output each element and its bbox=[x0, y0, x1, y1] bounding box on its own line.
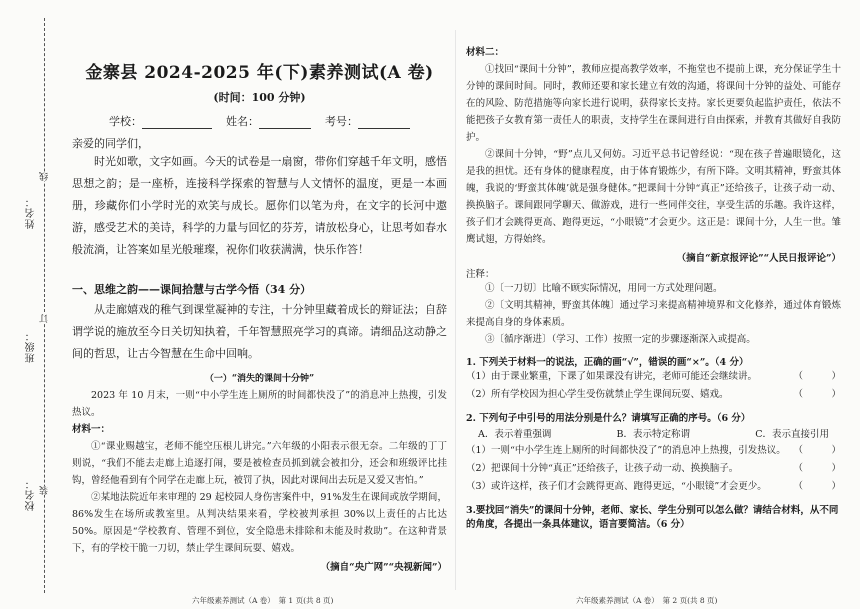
question-2-item-3 bbox=[466, 478, 841, 496]
material1-para2: ②某地法院近年来审理的 29 起校园人身伤害案件中，91%发生在课间或放学期间，86%发生在场所或教室里。从判决结果来看，学校被判承担 30%以上责任的占比达 50%。原因是“学校教育、管理不到位，安全隐患未排除和未能及时救助”。在这种背景下，有的学校干脆一刀切，禁止学生课间玩耍、嬉戏。 bbox=[72, 492, 447, 554]
binding-mark-ding: 订 bbox=[40, 314, 50, 323]
question-1: 1. 下列关于材料一的说法，正确的画“√”，错误的画“×”。（4 分） bbox=[466, 357, 749, 368]
question-2: 2. 下列句子中引号的用法分别是什么？请填写正确的序号。（6 分） bbox=[466, 413, 751, 424]
section-intro: 从走廊嬉戏的稚气到课堂凝神的专注，十分钟里藏着成长的辩证法；自辞谓学说的施放至今日关切知执着，千年智慧照亮学习的真谛。请细品这动静之间的哲思，让古今智慧在生命中回响。 bbox=[72, 303, 447, 360]
choice-b: B．表示特定称谓 bbox=[616, 429, 691, 440]
binding-mark-zhuang: 装 bbox=[40, 486, 50, 495]
binding-margin bbox=[0, 0, 58, 609]
question-2-choices bbox=[466, 424, 841, 442]
note-3: ③〔循序渐进〕（学习、工作）按照一定的步骤逐渐深入或提高。 bbox=[485, 334, 756, 345]
school-label: 学校： bbox=[109, 115, 142, 128]
school-blank[interactable] bbox=[142, 117, 212, 129]
school-field[interactable] bbox=[109, 113, 212, 129]
question-3: 3.要找回“消失”的课间十分钟，老师、家长、学生分别可以怎么做？请结合材料，从不同的角度，各提出一条具体建议，语言要简洁。（6 分） bbox=[466, 505, 839, 530]
notes-label: 注释： bbox=[466, 269, 495, 280]
question-2-item-2 bbox=[466, 460, 841, 478]
answer-box[interactable]: （ ） bbox=[793, 481, 841, 492]
intro-paragraph: 时光如歌，文字如画。今天的试卷是一扇窗，带你们穿越千年文明，感悟思想之韵；是一座桥，连接科学探索的智慧与人文情怀的温度，更是一本画册，珍藏你们小学时光的欢笑与成长。愿你们以笔为舟，在文字的长河中遨游，感受艺术的美诗，科学的力量与回忆的芬芳，请放松身心，让思考如春水般流淌，让答案如星光般璀璨，祝你们收获满满，快乐作答！ bbox=[72, 155, 447, 256]
question-1-item-2 bbox=[466, 386, 841, 404]
school-margin-label: 校名： bbox=[26, 478, 37, 511]
exam-time: (时间：100 分钟) bbox=[213, 91, 306, 104]
binding-mark-line: 线 bbox=[40, 172, 50, 181]
material1-para1: ①“课业赐越宝，老师不能空压根儿讲完。”六年级的小阳表示很无奈。二年级的丁丁则说，“我们不能去走廊上追逐打闹，要是被检查员抓到就会被扣分，还会和班级评比挂钩，曾经他看到有个同学在走廊上玩，被罚了执，因此对课间出去玩是又爱又害怕。” bbox=[72, 441, 447, 486]
id-blank[interactable] bbox=[358, 117, 410, 129]
answer-box[interactable]: （ ） bbox=[793, 389, 841, 400]
student-info-row bbox=[72, 113, 447, 129]
material2-source: （摘自“新京报评论”“人民日报评论”） bbox=[676, 253, 841, 264]
answer-box[interactable]: （ ） bbox=[793, 371, 841, 382]
name-label: 姓名： bbox=[226, 115, 259, 128]
page-divider bbox=[455, 30, 456, 590]
exam-title: 金寨县 2024-2025 年(下)素养测试(A 卷) bbox=[85, 63, 434, 83]
class-margin-label: 班级： bbox=[26, 330, 37, 363]
name-blank[interactable] bbox=[259, 117, 311, 129]
note-2: ②〔文明其精神，野蛮其体魄〕通过学习来提高精神境界和文化修养，通过体育锻炼来提高自身的身体素质。 bbox=[466, 300, 841, 328]
question-1-item-1 bbox=[466, 368, 841, 386]
material1-label: 材料一： bbox=[72, 424, 111, 435]
question-2-item-1-text: （1）一则“中小学生连上厕所的时间都快没了”的消息冲上热搜，引发热议。 bbox=[466, 445, 786, 456]
section-heading: 一、思维之韵——课间拾慧与古学今悟（34 分） bbox=[72, 283, 312, 296]
greeting: 亲爱的同学们， bbox=[72, 137, 149, 150]
question-1-item-2-text: （2）所有学校因为担心学生受伤就禁止学生课间玩耍、嬉戏。 bbox=[466, 389, 729, 400]
right-column bbox=[466, 40, 841, 605]
question-1-item-1-text: （1）由于课业繁重，下课了如果课没有讲完，老师可能还会继续讲。 bbox=[466, 371, 758, 382]
news-line: 2023 年 10 月末，一则“中小学生连上厕所的时间都快没了”的消息冲上热搜，引发热议。 bbox=[72, 390, 447, 418]
binding-cut-line bbox=[44, 18, 45, 593]
id-label: 考号： bbox=[325, 115, 358, 128]
answer-box[interactable]: （ ） bbox=[793, 445, 841, 456]
page-footer-left: 六年级素养测试（A 卷） 第 1 页(共 8 页) bbox=[192, 596, 334, 605]
left-column bbox=[72, 40, 447, 605]
page-footer-right: 六年级素养测试（A 卷） 第 2 页(共 8 页) bbox=[576, 596, 718, 605]
material1-source: （摘自“央广网”“央视新闻”） bbox=[320, 562, 447, 573]
part-title: （一）“消失的课间十分钟” bbox=[204, 374, 315, 384]
material2-para2: ②课间十分钟，“野”点儿又何妨。习近平总书记曾经说：“现在孩子普遍眼镜化，这是我的担忧。还有身体的健康程度，由于体育锻炼少，有所下降。文明其精神，野蛮其体魄，我说的‘野蛮其体魄’就是强身健体。”把课间十分钟“真正”还给孩子，让孩子动一动、换换脑子。课间跟同学聊天、做游戏，进行一些同伴交往，享受生活的乐趣。我许这样，孩子们才会跳得更高、跑得更远，“小眼镜”才会更少。这正是：课间十分，人生一世。雏鹰试翅，方得始终。 bbox=[466, 149, 841, 245]
question-2-item-2-text: （2）把课间十分钟“真正”还给孩子，让孩子动一动、换换脑子。 bbox=[466, 463, 739, 474]
material2-label: 材料二： bbox=[466, 47, 505, 58]
choice-c: C．表示直接引用 bbox=[755, 429, 829, 440]
note-1: ①〔一刀切〕比喻不顾实际情况，用同一方式处理问题。 bbox=[485, 283, 723, 294]
answer-box[interactable]: （ ） bbox=[793, 463, 841, 474]
question-2-item-3-text: （3）或许这样，孩子们才会跳得更高、跑得更远，“小眼镜”才会更少。 bbox=[466, 481, 767, 492]
name-margin-label: 姓名： bbox=[26, 196, 37, 229]
question-2-item-1 bbox=[466, 442, 841, 460]
material2-para1: ①找回“课间十分钟”，教师应提高教学效率，不拖堂也不提前上课，充分保证学生十分钟的课间时间。同时，教师还要和家长建立有效的沟通，将课间十分钟的益处、可能存在的风险、防范措施等向家长进行说明，获得家长支持。家长更要负起监护责任，依法不能把孩子女教育第一责任人的职责，支持学生在课间进行自由探索，并教育其做好自我防护。 bbox=[466, 64, 841, 143]
id-field[interactable] bbox=[325, 113, 410, 129]
choice-a: A．表示着重强调 bbox=[478, 429, 552, 440]
name-field[interactable] bbox=[226, 113, 311, 129]
